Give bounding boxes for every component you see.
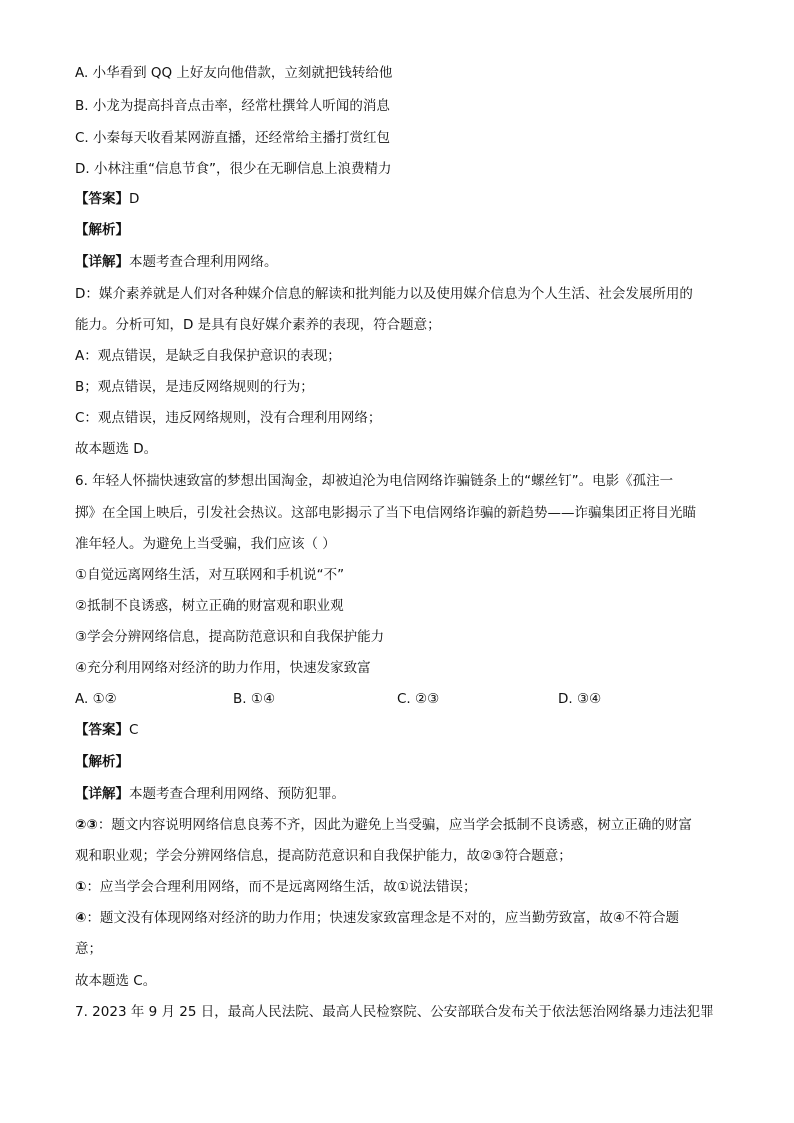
- detail-text: 本题考查合理利用网络。: [129, 254, 278, 270]
- q6-item-4: ④充分利用网络对经济的助力作用，快速发家致富: [75, 660, 371, 676]
- q6-stem-line2: 掷》在全国上映后，引发社会热议。这部电影揭示了当下电信网络诈骗的新趋势——诈骗集团正将目光瞄: [75, 505, 696, 521]
- q6-detail-row: [75, 788, 345, 804]
- q5-d-explanation-line2: 能力。分析可知，D 是具有良好媒介素养的表现，符合题意；: [75, 317, 441, 333]
- q6-choice-b: B. ①④: [233, 691, 276, 707]
- answer-value: D: [129, 191, 140, 207]
- answer-value: C: [129, 722, 139, 738]
- q5-option-d: D. 小林注重“信息节食”，很少在无聊信息上浪费精力: [75, 161, 392, 177]
- q6-r23-line2: 观和职业观；学会分辨网络信息，提高防范意识和自我保护能力，故②③符合题意；: [75, 848, 572, 864]
- q5-analysis-tag: [75, 224, 129, 240]
- analysis-tag: 【解析】: [75, 754, 129, 770]
- q6-choice-c: C. ②③: [397, 691, 440, 707]
- q6-r23-mark: ②③: [75, 817, 98, 833]
- q5-answer-row: [75, 193, 139, 209]
- q6-r4-line1: [75, 912, 679, 928]
- q6-r1-line: [75, 881, 477, 897]
- q6-r4-line2: 意；: [75, 941, 102, 957]
- q6-r23-text: ：题文内容说明网络信息良莠不齐，因此为避免上当受骗，应当学会抵制不良诱惑，树立正确的财富: [97, 817, 692, 833]
- q5-c-explanation: C：观点错误，违反网络规则，没有合理利用网络；: [75, 410, 382, 426]
- q5-option-a: A. 小华看到 QQ 上好友向他借款，立刻就把钱转给他: [75, 65, 393, 81]
- detail-text: 本题考查合理利用网络、预防犯罪。: [129, 786, 345, 802]
- q6-conclusion: 故本题选 C。: [75, 973, 157, 989]
- answer-tag: 【答案】: [75, 722, 129, 738]
- q6-stem-line1: 6. 年轻人怀揣快速致富的梦想出国淘金，却被迫沦为电信网络诈骗链条上的“螺丝钉”。电影《孤注一: [75, 473, 674, 489]
- q5-a-explanation: A：观点错误，是缺乏自我保护意识的表现；: [75, 348, 341, 364]
- q6-r4-mark: ④: [75, 910, 87, 926]
- q5-conclusion: 故本题选 D。: [75, 441, 158, 457]
- q6-stem-line3: 准年轻人。为避免上当受骗，我们应该（ ）: [75, 536, 336, 552]
- q5-detail-row: [75, 256, 278, 272]
- q5-option-c: C. 小秦每天收看某网游直播，还经常给主播打赏红包: [75, 130, 391, 146]
- answer-tag: 【答案】: [75, 191, 129, 207]
- q6-r1-text: ：应当学会合理利用网络，而不是远离网络生活，故①说法错误；: [86, 879, 477, 895]
- q6-choice-a: A. ①②: [75, 691, 117, 707]
- q6-answer-row: [75, 724, 138, 740]
- q6-r23-line1: [75, 819, 692, 835]
- q6-item-1: ①自觉远离网络生活，对互联网和手机说“不”: [75, 567, 345, 583]
- q6-analysis-tag: [75, 756, 129, 772]
- q7-stem-line1: 7. 2023 年 9 月 25 日，最高人民法院、最高人民检察院、公安部联合发布关于依法惩治网络暴力违法犯罪: [75, 1004, 714, 1020]
- q6-choice-d: D. ③④: [558, 691, 602, 707]
- q6-r4-text: ：题文没有体现网络对经济的助力作用；快速发家致富理念是不对的，应当勤劳致富，故④不符合题: [86, 910, 680, 926]
- q5-option-b: B. 小龙为提高抖音点击率，经常杜撰耸人听闻的消息: [75, 98, 390, 114]
- analysis-tag: 【解析】: [75, 222, 129, 238]
- q5-d-explanation-line1: D：媒介素养就是人们对各种媒介信息的解读和批判能力以及使用媒介信息为个人生活、社会发展所用的: [75, 286, 693, 302]
- detail-tag: 【详解】: [75, 786, 129, 802]
- q5-b-explanation: B；观点错误，是违反网络规则的行为；: [75, 379, 314, 395]
- detail-tag: 【详解】: [75, 254, 129, 270]
- q6-item-3: ③学会分辨网络信息，提高防范意识和自我保护能力: [75, 629, 385, 645]
- q6-item-2: ②抵制不良诱惑，树立正确的财富观和职业观: [75, 598, 344, 614]
- q6-r1-mark: ①: [75, 879, 87, 895]
